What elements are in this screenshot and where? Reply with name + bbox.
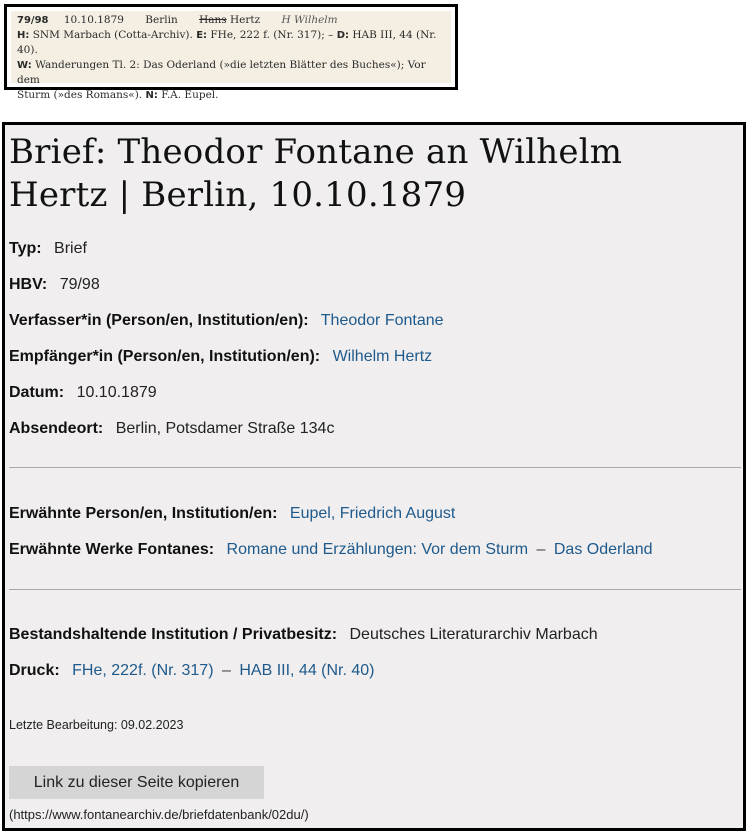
copy-link-button[interactable]: Link zu dieser Seite kopieren bbox=[9, 766, 264, 799]
field-label: Erwähnte Person/en, Institution/en: bbox=[9, 505, 278, 522]
card-struck-name: Hans bbox=[199, 14, 227, 26]
letter-record-panel bbox=[2, 122, 746, 831]
recipient-link[interactable]: Wilhelm Hertz bbox=[332, 348, 433, 365]
card-line-4 bbox=[17, 88, 445, 103]
field-label: Absendeort: bbox=[9, 420, 104, 437]
card-number: 79/98 bbox=[17, 15, 49, 26]
field-druck bbox=[9, 661, 375, 681]
card-date: 10.10.1879 bbox=[63, 14, 124, 26]
card-line-3 bbox=[17, 58, 445, 88]
card-d: HAB III, 44 (Nr. 40). bbox=[17, 29, 437, 56]
field-datum bbox=[9, 383, 157, 403]
field-institution bbox=[9, 625, 598, 645]
field-label: HBV: bbox=[9, 276, 48, 293]
field-typ bbox=[9, 239, 87, 259]
field-value: 79/98 bbox=[59, 276, 100, 293]
card-w: Wanderungen Tl. 2: Das Oderland (»die letzten Blätter des Buches«); Vor dem bbox=[17, 59, 426, 86]
field-label: Verfasser*in (Person/en, Institution/en): bbox=[9, 312, 309, 329]
field-label: Typ: bbox=[9, 240, 42, 257]
page-url: (https://www.fontanearchiv.de/briefdatenbank/02du/) bbox=[9, 807, 309, 822]
druck-link-fhe[interactable]: FHe, 222f. (Nr. 317) bbox=[72, 662, 214, 679]
card-h: SNM Marbach (Cotta-Archiv). bbox=[32, 29, 193, 41]
card-w-cont: Sturm (»des Romans«). bbox=[17, 89, 143, 101]
last-edited: Letzte Bearbeitung: 09.02.2023 bbox=[9, 718, 184, 732]
separator: – bbox=[221, 662, 231, 679]
card-e: FHe, 222 f. (Nr. 317); – bbox=[210, 29, 334, 41]
druck-link-hab[interactable]: HAB III, 44 (Nr. 40) bbox=[239, 662, 375, 679]
field-label: Datum: bbox=[9, 384, 65, 401]
field-value: 10.10.1879 bbox=[76, 384, 157, 401]
field-label: Empfänger*in (Person/en, Institution/en): bbox=[9, 348, 321, 365]
page-title: Brief: Theodor Fontane an Wilhelm Hertz | Berlin, 10.10.1879 bbox=[9, 132, 623, 215]
card-place: Berlin bbox=[145, 14, 178, 26]
card-label-n: N: bbox=[145, 90, 158, 101]
work-link-vor-dem-sturm[interactable]: Romane und Erzählungen: Vor dem Sturm bbox=[226, 541, 529, 558]
card-line-1 bbox=[17, 13, 445, 28]
card-label-e: E: bbox=[196, 30, 208, 41]
field-value: Brief bbox=[54, 240, 87, 257]
field-empfaenger bbox=[9, 347, 432, 367]
card-handwritten: H Wilhelm bbox=[281, 14, 338, 26]
mentioned-person-link[interactable]: Eupel, Friedrich August bbox=[289, 505, 456, 522]
field-label: Bestandshaltende Institution / Privatbesitz: bbox=[9, 626, 338, 643]
index-card bbox=[11, 11, 451, 101]
author-link[interactable]: Theodor Fontane bbox=[320, 312, 444, 329]
field-mentioned-persons bbox=[9, 504, 455, 524]
work-link-das-oderland[interactable]: Das Oderland bbox=[553, 541, 653, 558]
field-verfasser bbox=[9, 311, 444, 331]
card-label-h: H: bbox=[17, 30, 30, 41]
card-recipient: Hertz bbox=[230, 14, 261, 26]
field-hbv bbox=[9, 275, 100, 295]
divider bbox=[9, 589, 741, 590]
field-value: Berlin, Potsdamer Straße 134c bbox=[115, 420, 335, 437]
field-value: Deutsches Literaturarchiv Marbach bbox=[349, 626, 598, 643]
field-label: Druck: bbox=[9, 662, 60, 679]
divider bbox=[9, 467, 741, 468]
field-absendeort bbox=[9, 419, 334, 439]
index-card-image bbox=[4, 4, 458, 101]
card-label-w: W: bbox=[17, 60, 32, 71]
separator: – bbox=[536, 541, 546, 558]
field-label: Erwähnte Werke Fontanes: bbox=[9, 541, 215, 558]
card-n: F.A. Eupel. bbox=[161, 89, 219, 101]
card-label-d: D: bbox=[336, 30, 350, 41]
card-line-2 bbox=[17, 28, 445, 58]
field-mentioned-works bbox=[9, 540, 653, 560]
